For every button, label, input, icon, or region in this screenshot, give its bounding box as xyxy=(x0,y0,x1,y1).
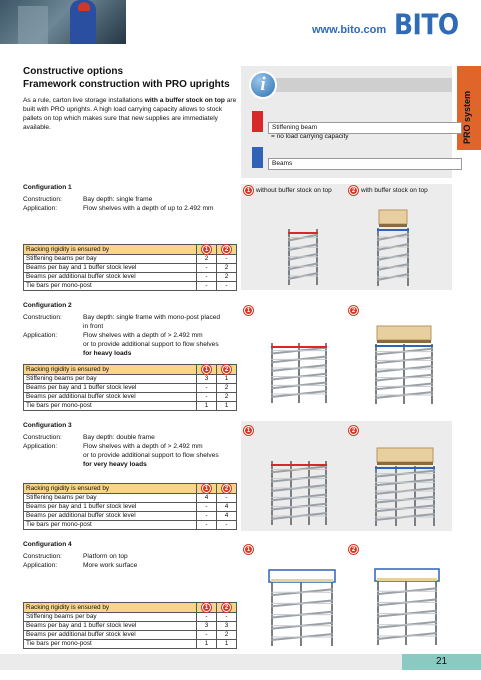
stiffening-label: Stiffening beam xyxy=(268,122,462,134)
config-2-text: Configuration 2 Construction: Bay depth: single frame with mono-post placed in front Application: Flow shelves with a depth of > 2.492 mm or to provide additional support to flow shelves for heavy loads xyxy=(23,302,221,357)
caption-with-buffer: 2 with buffer stock on top xyxy=(349,186,428,195)
config-4-text: Configuration 4 Construction: Platform on top Application: More work surface xyxy=(23,541,138,569)
header-photo xyxy=(0,0,126,44)
config-3-text: Configuration 3 Construction: Bay depth: double frame Application: Flow shelves with a depth of > 2.492 mm or to provide additional support to flow shelves for very heavy loads xyxy=(23,422,219,468)
marker-2-2: 2 xyxy=(349,306,358,315)
bito-logo: BITO xyxy=(394,8,459,42)
rack-3-with xyxy=(372,440,438,528)
legend-box xyxy=(241,66,452,178)
config-2-table: Racking rigidity is ensured by 1 2 Stiffening beams per bay 3 1 Beams per bay and 1 buffer stock level - 2 Beams per additional buffer stock level - 2 Tie bars per mono-post 1 1 xyxy=(23,364,237,411)
marker-2-1: 1 xyxy=(244,306,253,315)
beams-label: Beams xyxy=(268,158,462,170)
caption-without-buffer: 1 without buffer stock on top xyxy=(244,186,332,195)
website-url[interactable]: www.bito.com xyxy=(312,24,387,36)
marker-4-2: 2 xyxy=(349,545,358,554)
intro-text: As a rule, carton live storage installations with a buffer stock on top are built with PRO uprights. A high load carrying capacity allows to stock pallets on top which makes sure that new supplies are immediately available. xyxy=(23,97,237,131)
section-tab: PRO system xyxy=(457,66,481,150)
config-1-illustrations xyxy=(241,184,452,290)
rack-4-without xyxy=(268,560,336,648)
config-3-table: Racking rigidity is ensured by 1 2 Stiffening beams per bay 4 - Beams per bay and 1 buffer stock level - 4 Beams per additional buffer stock level - 4 Tie bars per mono-post - - xyxy=(23,483,237,530)
legend-header-bar xyxy=(269,78,452,92)
stiffening-swatch xyxy=(252,111,263,132)
marker-3-1: 1 xyxy=(244,426,253,435)
marker-3-2: 2 xyxy=(349,426,358,435)
beams-swatch xyxy=(252,147,263,168)
config-1-text: Configuration 1 Construction: Bay depth: single frame Application: Flow shelves with a depth of up to 2.492 mm xyxy=(23,184,214,212)
info-icon: i xyxy=(249,71,277,99)
rack-1-without xyxy=(285,225,321,287)
config-4-table: Racking rigidity is ensured by 1 2 Stiffening beams per bay - - Beams per bay and 1 buffer stock level 3 3 Beams per additional buffer stock level - 2 Tie bars per mono-post 1 1 xyxy=(23,602,237,649)
page-title: Constructive options Framework construction with PRO uprights xyxy=(23,66,230,90)
rack-2-with xyxy=(372,318,436,406)
rack-2-without xyxy=(268,335,330,405)
rack-4-with xyxy=(374,555,440,647)
footer-bar xyxy=(0,654,402,670)
config-1-table: Racking rigidity is ensured by 1 2 Stiffening beams per bay 2 - Beams per bay and 1 buffer stock level - 2 Beams per additional buffer stock level - 2 Tie bars per mono-post - - xyxy=(23,244,237,291)
stiffening-note: = no load carrying capacity xyxy=(271,133,349,140)
rack-1-with xyxy=(374,200,412,288)
page-number: 21 xyxy=(402,654,481,670)
rack-3-without xyxy=(268,455,330,527)
marker-4-1: 1 xyxy=(244,545,253,554)
